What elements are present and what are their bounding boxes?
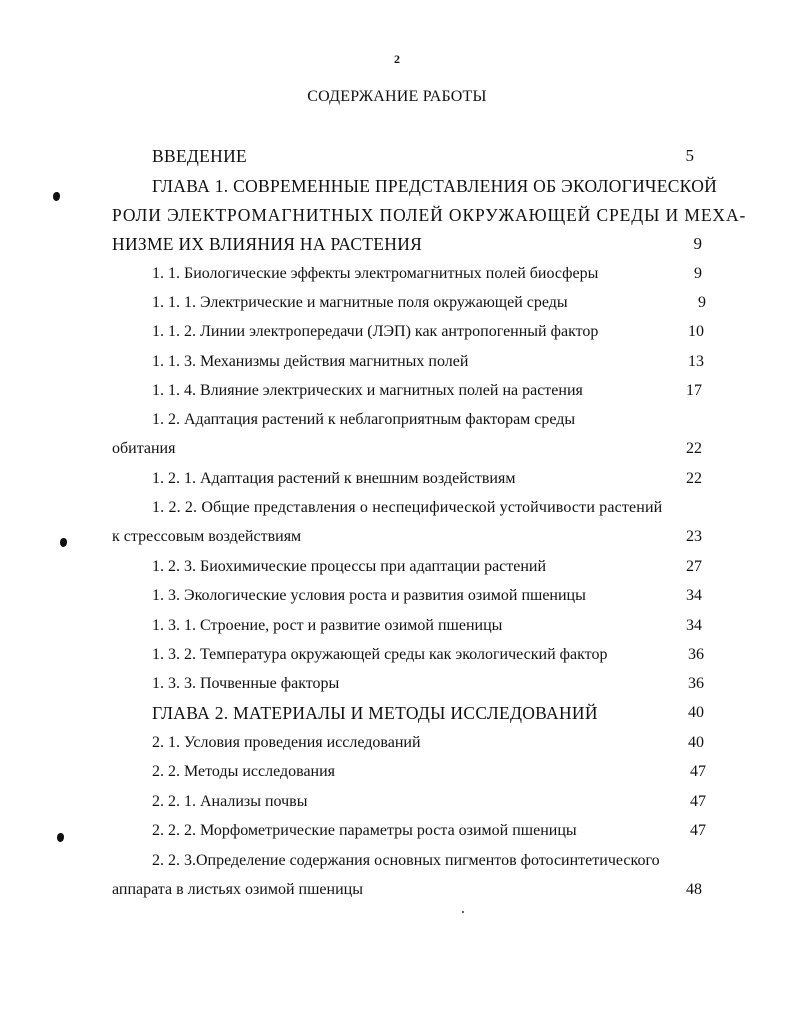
toc-page-2-2-3: 48 <box>686 881 702 898</box>
toc-entry-1-2-3: 1. 2. 3. Биохимические процессы при адаптации растений <box>152 558 547 575</box>
toc-entry-1-2-line-1: 1. 2. Адаптация растений к неблагоприятным факторам среды <box>152 411 576 428</box>
toc-entry-1-3-2: 1. 3. 2. Температура окружающей среды как экологический фактор <box>152 646 608 663</box>
toc-entry-chapter-1-line-1: ГЛАВА 1. СОВРЕМЕННЫЕ ПРЕДСТАВЛЕНИЯ ОБ ЭКОЛОГИЧЕСКОЙ <box>152 176 718 196</box>
toc-page-1-1-2: 10 <box>688 323 704 340</box>
toc-entry-1-3-1: 1. 3. 1. Строение, рост и развитие озимой пшеницы <box>152 617 503 634</box>
toc-entry-1-2-line-2: обитания <box>112 440 176 457</box>
toc-entry-1-2-2-line-1: 1. 2. 2. Общие представления о неспецифической устойчивости растений <box>152 499 663 516</box>
toc-entry-1-1-3: 1. 1. 3. Механизмы действия магнитных полей <box>152 353 469 370</box>
toc-entry-1-1: 1. 1. Биологические эффекты электромагнитных полей биосферы <box>152 265 599 282</box>
toc-page-1-2-1: 22 <box>686 470 702 487</box>
toc-entry-1-1-1: 1. 1. 1. Электрические и магнитные поля окружающей среды <box>152 294 568 311</box>
toc-page-chapter-2: 40 <box>688 704 704 721</box>
toc-page-chapter-1: 9 <box>693 234 702 253</box>
toc-page-1-2: 22 <box>686 440 702 457</box>
toc-page-1-3-2: 36 <box>688 646 704 663</box>
toc-entry-1-2-1: 1. 2. 1. Адаптация растений к внешним воздействиям <box>152 470 516 487</box>
toc-entry-2-2: 2. 2. Методы исследования <box>152 763 336 780</box>
scan-mark <box>53 192 60 201</box>
toc-entry-1-3: 1. 3. Экологические условия роста и развития озимой пшеницы <box>152 587 586 604</box>
page-number: 2 <box>394 52 400 66</box>
toc-entry-2-2-1: 2. 2. 1. Анализы почвы <box>152 793 308 810</box>
toc-page-2-2-2: 47 <box>690 822 706 839</box>
toc-entry-chapter-2: ГЛАВА 2. МАТЕРИАЛЫ И МЕТОДЫ ИССЛЕДОВАНИЙ <box>152 703 598 723</box>
toc-entry-2-1: 2. 1. Условия проведения исследований <box>152 734 421 751</box>
toc-page-1-2-3: 27 <box>686 558 702 575</box>
scan-mark <box>57 833 64 842</box>
toc-entry-1-3-3: 1. 3. 3. Почвенные факторы <box>152 675 340 692</box>
toc-entry-2-2-2: 2. 2. 2. Морфометрические параметры роста озимой пшеницы <box>152 822 577 839</box>
page-title: СОДЕРЖАНИЕ РАБОТЫ <box>307 88 487 105</box>
toc-page-1-1: 9 <box>694 265 702 282</box>
toc-entry-1-1-2: 1. 1. 2. Линии электропередачи (ЛЭП) как антропогенный фактор <box>152 323 599 340</box>
toc-page-1-2-2: 23 <box>686 528 702 545</box>
toc-entry-1-2-2-line-2: к стрессовым воздействиям <box>112 528 302 545</box>
toc-page-1-3-3: 36 <box>688 675 704 692</box>
toc-entry-2-2-3-line-2: аппарата в листьях озимой пшеницы <box>112 881 363 898</box>
toc-page-1-1-4: 17 <box>686 382 702 399</box>
scan-mark <box>60 538 67 547</box>
toc-page-1-1-3: 13 <box>688 353 704 370</box>
toc-page-2-1: 40 <box>688 734 704 751</box>
toc-entry-2-2-3-line-1: 2. 2. 3.Определение содержания основных пигментов фотосинтетического <box>152 852 660 869</box>
scan-speck <box>462 911 464 913</box>
toc-entry-1-1-4: 1. 1. 4. Влияние электрических и магнитных полей на растения <box>152 382 583 399</box>
toc-page-introduction: 5 <box>685 146 694 165</box>
toc-page-1-1-1: 9 <box>698 294 706 311</box>
toc-page-2-2-1: 47 <box>690 793 706 810</box>
toc-page-1-3: 34 <box>686 587 702 604</box>
toc-page-1-3-1: 34 <box>686 617 702 634</box>
toc-entry-chapter-1-line-3: НИЗМЕ ИХ ВЛИЯНИЯ НА РАСТЕНИЯ <box>112 234 423 254</box>
toc-entry-introduction: ВВЕДЕНИЕ <box>152 146 248 166</box>
toc-entry-chapter-1-line-2: РОЛИ ЭЛЕКТРОМАГНИТНЫХ ПОЛЕЙ ОКРУЖАЮЩЕЙ СРЕДЫ И МЕХА- <box>112 205 747 225</box>
toc-page-2-2: 47 <box>690 763 706 780</box>
